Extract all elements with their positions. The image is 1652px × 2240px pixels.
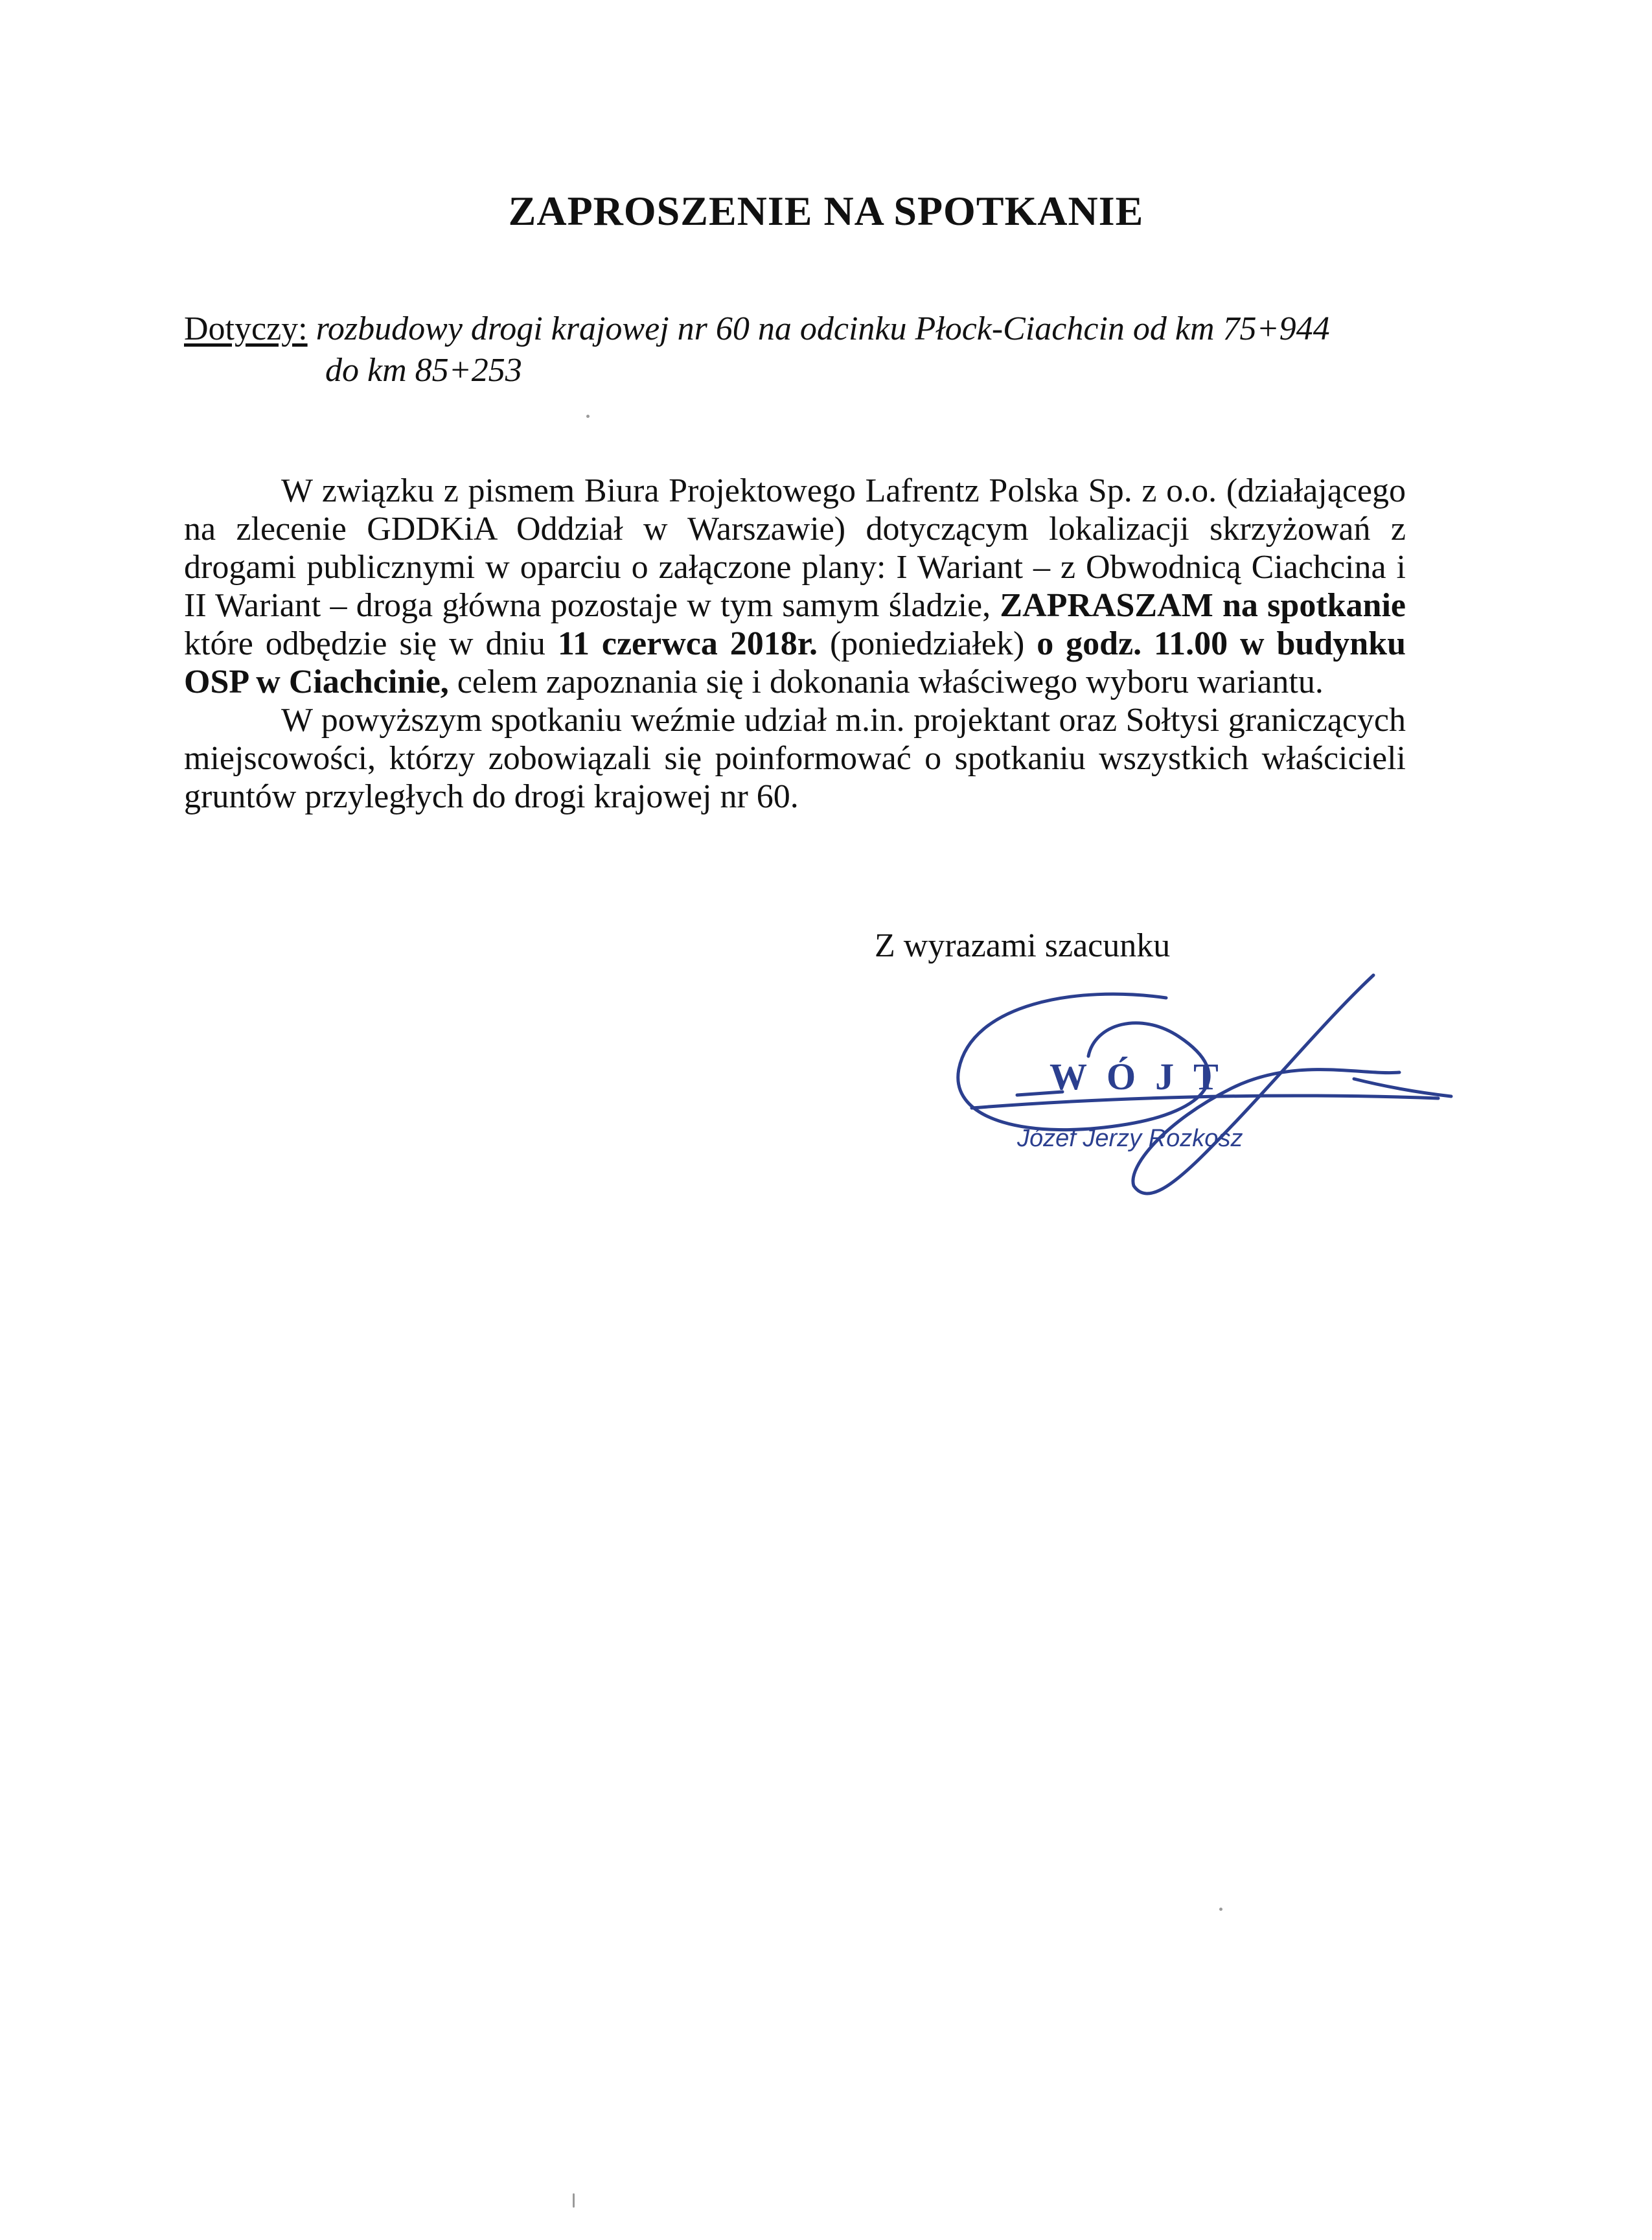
- paragraph-participants: W powyższym spotkaniu weźmie udział m.in. projektant oraz Sołtysi graniczących miejscowości, którzy zobowiązali się poinformować o spotkaniu wszystkich właścicieli gruntów przyległych do drogi krajowej nr 60.: [184, 702, 1406, 815]
- subject-text-continuation: do km 85+253: [325, 352, 522, 389]
- stamp-office-title: WÓJT: [1050, 1056, 1238, 1098]
- scan-artifact: [586, 415, 590, 418]
- subject-line: [184, 308, 1415, 350]
- invitation-emphasis: ZAPRASZAM na spotkanie: [1000, 587, 1406, 624]
- scan-artifact: [1219, 1908, 1222, 1911]
- paragraph-text: które odbędzie się w dniu: [184, 625, 558, 662]
- document-title: ZAPROSZENIE NA SPOTKANIE: [508, 188, 1144, 234]
- letter-body: [184, 472, 1406, 816]
- paragraph-text: celem zapoznania się i dokonania właściwego wyboru wariantu.: [448, 664, 1324, 700]
- meeting-date: 11 czerwca 2018r.: [557, 625, 818, 662]
- subject-text: rozbudowy drogi krajowej nr 60 na odcinku Płock-Ciachcin od km 75+944: [315, 310, 1330, 347]
- paragraph-invitation: [184, 472, 1406, 701]
- closing-phrase: Z wyrazami szacunku: [875, 927, 1171, 964]
- subject-label: Dotyczy:: [184, 310, 308, 347]
- stamp-name: Józef Jerzy Rozkosz: [1017, 1125, 1243, 1152]
- meeting-time-place: o godz. 11.00 w budynku OSP w Ciachcinie,: [184, 625, 1406, 700]
- scan-artifact: [573, 2193, 575, 2208]
- handwritten-signature: [933, 959, 1464, 1231]
- paragraph-text: W związku z pismem Biura Projektowego Lafrentz Polska Sp. z o.o. (działającego na zlecenie GDDKiA Oddział w Warszawie) dotyczącym lokalizacji skrzyżowań z drogami publicznymi w oparciu o załączone plany: I Wariant – z Obwodnicą Ciachcina i II Wariant – droga główna pozostaje w tym samym śladzie,: [184, 472, 1406, 624]
- paragraph-text: (poniedziałek): [818, 625, 1037, 662]
